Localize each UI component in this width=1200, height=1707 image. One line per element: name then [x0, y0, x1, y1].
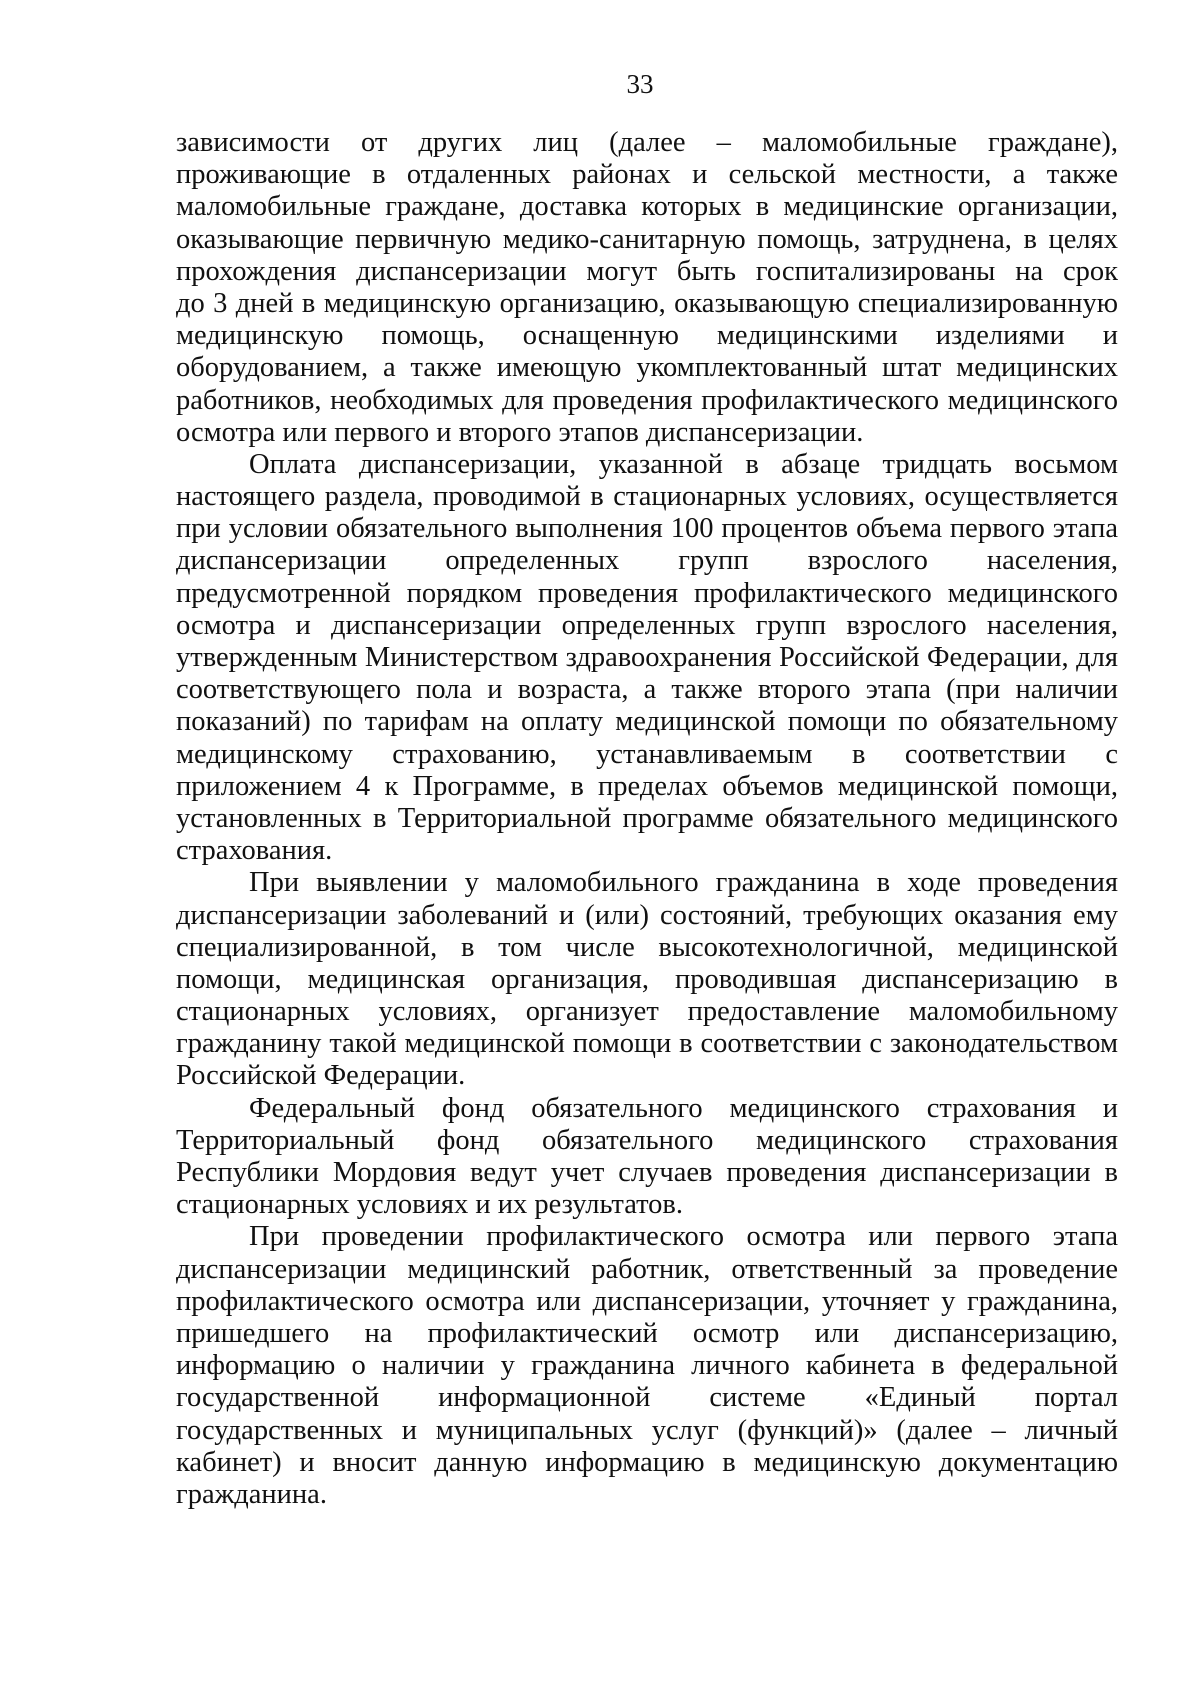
text-line: показаний) по тарифам на оплату медицинской помощи по обязательному	[176, 706, 1118, 738]
text-line: проживающие в отдаленных районах и сельской местности, а также	[176, 159, 1118, 191]
text-line: государственных и муниципальных услуг (функций)» (далее – личный	[176, 1414, 1118, 1446]
text-line: предусмотренной порядком проведения профилактического медицинского	[176, 577, 1118, 609]
text-line: Российской Федерации.	[176, 1060, 466, 1092]
text-line: гражданину такой медицинской помощи в соответствии с законодательством	[176, 1028, 1118, 1060]
text-line: настоящего раздела, проводимой в стационарных условиях, осуществляется	[176, 481, 1118, 513]
text-line: пришедшего на профилактический осмотр или диспансеризацию,	[176, 1317, 1118, 1349]
text-line: соответствующего пола и возраста, а также второго этапа (при наличии	[176, 674, 1118, 706]
text-line: Республики Мордовия ведут учет случаев проведения диспансеризации в	[176, 1157, 1118, 1188]
text-line: прохождения диспансеризации могут быть госпитализированы на срок	[176, 255, 1118, 287]
text-line: гражданина.	[176, 1478, 327, 1510]
text-line: оказывающие первичную медико-санитарную помощь, затруднена, в целях	[176, 223, 1118, 255]
text-line: диспансеризации заболеваний и (или) состояний, требующих оказания ему	[176, 899, 1118, 931]
text-line: оборудованием, а также имеющую укомплектованный штат медицинских	[176, 352, 1118, 384]
text-line: осмотра и диспансеризации определенных групп взрослого населения,	[176, 609, 1118, 641]
text-line: информацию о наличии у гражданина личного кабинета в федеральной	[176, 1350, 1118, 1382]
text-line: медицинскую помощь, оснащенную медицинскими изделиями и	[176, 320, 1118, 352]
text-line: диспансеризации определенных групп взрослого населения,	[176, 545, 1118, 577]
paragraph-first-line: Федеральный фонд обязательного медицинского страхования и	[249, 1092, 1118, 1124]
body-text	[176, 127, 1118, 1511]
text-line: кабинет) и вносит данную информацию в медицинскую документацию	[176, 1446, 1118, 1478]
text-line: государственной информационной системе «Единый портал	[176, 1382, 1118, 1414]
text-line: осмотра или первого и второго этапов диспансеризации.	[176, 416, 864, 448]
text-line: установленных в Территориальной программе обязательного медицинского	[176, 802, 1118, 834]
text-line: профилактического осмотра или диспансеризации, уточняет у гражданина,	[176, 1285, 1118, 1317]
text-line: страхования.	[176, 835, 333, 867]
text-line: зависимости от других лиц (далее – маломобильные граждане),	[176, 127, 1118, 158]
text-line: приложением 4 к Программе, в пределах объемов медицинской помощи,	[176, 770, 1118, 802]
text-line: Территориальный фонд обязательного медицинского страхования	[176, 1124, 1118, 1156]
text-line: стационарных условиях, организует предоставление маломобильному	[176, 996, 1118, 1028]
text-line: помощи, медицинская организация, проводившая диспансеризацию в	[176, 963, 1118, 995]
paragraph-first-line: Оплата диспансеризации, указанной в абзаце тридцать восьмом	[249, 448, 1118, 480]
paragraph-first-line: При выявлении у маломобильного гражданина в ходе проведения	[249, 867, 1118, 899]
page-number: 33	[626, 69, 654, 99]
text-line: утвержденным Министерством здравоохранения Российской Федерации, для	[176, 642, 1118, 673]
text-line: при условии обязательного выполнения 100 процентов объема первого этапа	[176, 513, 1118, 545]
text-line: маломобильные граждане, доставка которых в медицинские организации,	[176, 191, 1118, 223]
text-line: специализированной, в том числе высокотехнологичной, медицинской	[176, 931, 1118, 963]
text-line: до 3 дней в медицинскую организацию, оказывающую специализированную	[176, 287, 1118, 319]
paragraph-first-line: При проведении профилактического осмотра или первого этапа	[249, 1221, 1118, 1253]
text-line: медицинскому страхованию, устанавливаемым в соответствии с	[176, 738, 1118, 770]
text-line: стационарных условиях и их результатов.	[176, 1189, 684, 1221]
text-line: работников, необходимых для проведения профилактического медицинского	[176, 384, 1118, 416]
text-line: диспансеризации медицинский работник, ответственный за проведение	[176, 1253, 1118, 1285]
